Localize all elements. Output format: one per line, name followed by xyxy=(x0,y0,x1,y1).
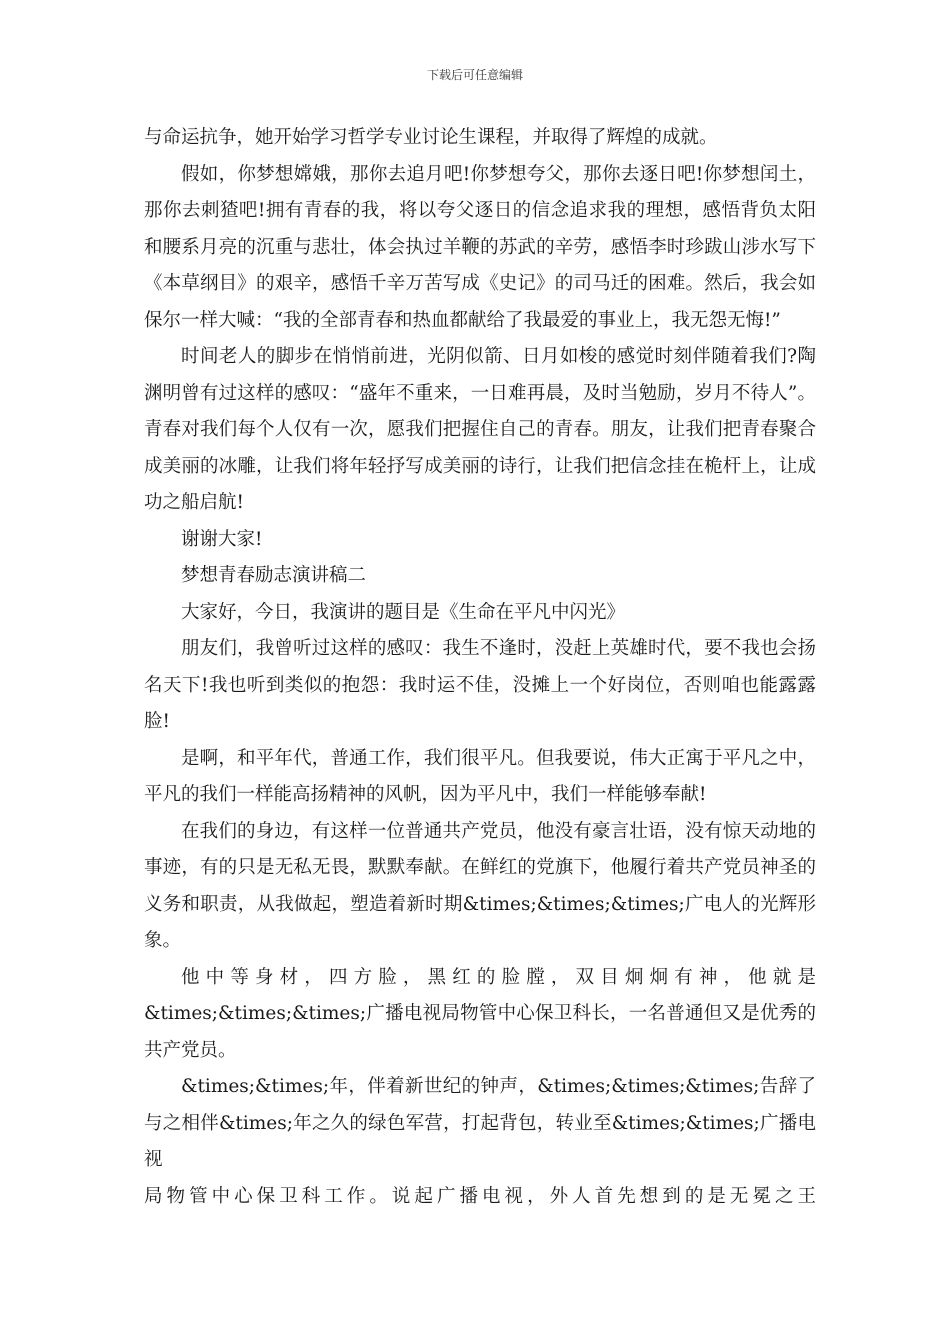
document-body xyxy=(144,120,816,1215)
paragraph: 假如，你梦想嫦娥，那你去追月吧!你梦想夸父，那你去逐日吧!你梦想闰土，那你去刺猹吧!拥有青春的我，将以夸父逐日的信念追求我的理想，感悟背负太阳和腰系月亮的沉重与悲壮，体会执过羊鞭的苏武的辛劳，感悟李时珍跋山涉水写下《本草纲目》的艰辛，感悟千辛万苦写成《史记》的司马迁的困难。然后，我会如保尔一样大喊：“我的全部青春和热血都献给了我最爱的事业上，我无怨无悔!” xyxy=(144,163,816,331)
paragraph: 朋友们，我曾听过这样的感叹：我生不逢时，没赶上英雄时代，要不我也会扬名天下!我也听到类似的抱怨：我时运不佳，没摊上一个好岗位，否则咱也能露露脸! xyxy=(144,638,816,732)
paragraph: &times;&times;&times;广播电视局物管中心保卫科长，一名普通但又是优秀的共产党员。 xyxy=(144,1003,816,1061)
paragraph: 与命运抗争，她开始学习哲学专业讨论生课程，并取得了辉煌的成就。 xyxy=(144,127,718,148)
paragraph: 时间老人的脚步在悄悄前进，光阴似箭、日月如梭的感觉时刻伴随着我们?陶渊明曾有过这样的感叹：“盛年不重来，一日难再晨，及时当勉励，岁月不待人”。青春对我们每个人仅有一次，愿我们把握住自己的青春。朋友，让我们把青春聚合成美丽的冰雕，让我们将年轻抒写成美丽的诗行，让我们把信念挂在桅杆上，让成功之船启航! xyxy=(144,346,816,513)
paragraph: 大家好，今日，我演讲的题目是《生命在平凡中闪光》 xyxy=(181,601,626,623)
paragraph: &times;&times;年，伴着新世纪的钟声，&times;&times;&times;告辞了与之相伴&times;年之久的绿色军营，打起背包，转业至&times;&times;广播电视 xyxy=(144,1076,816,1170)
page-header: 下载后可任意编辑 xyxy=(426,68,523,82)
paragraph: 是啊，和平年代，普通工作，我们很平凡。但我要说，伟大正寓于平凡之中，平凡的我们一样能高扬精神的风帆，因为平凡中，我们一样能够奉献! xyxy=(144,747,816,805)
section-title: 梦想青春励志演讲稿二 xyxy=(181,565,367,586)
paragraph: 局物管中心保卫科工作。说起广播电视，外人首先想到的是无冕之王 xyxy=(144,1185,816,1207)
paragraph: 在我们的身边，有这样一位普通共产党员，他没有豪言壮语，没有惊天动地的事迹，有的只是无私无畏，默默奉献。在鲜红的党旗下，他履行着共产党员神圣的义务和职责，从我做起，塑造着新时期&times;&times;&times;广电人的光辉形象。 xyxy=(144,820,816,951)
paragraph: 他中等身材，四方脸，黑红的脸膛，双目炯炯有神，他就是 xyxy=(181,966,816,988)
paragraph: 谢谢大家! xyxy=(181,528,263,550)
